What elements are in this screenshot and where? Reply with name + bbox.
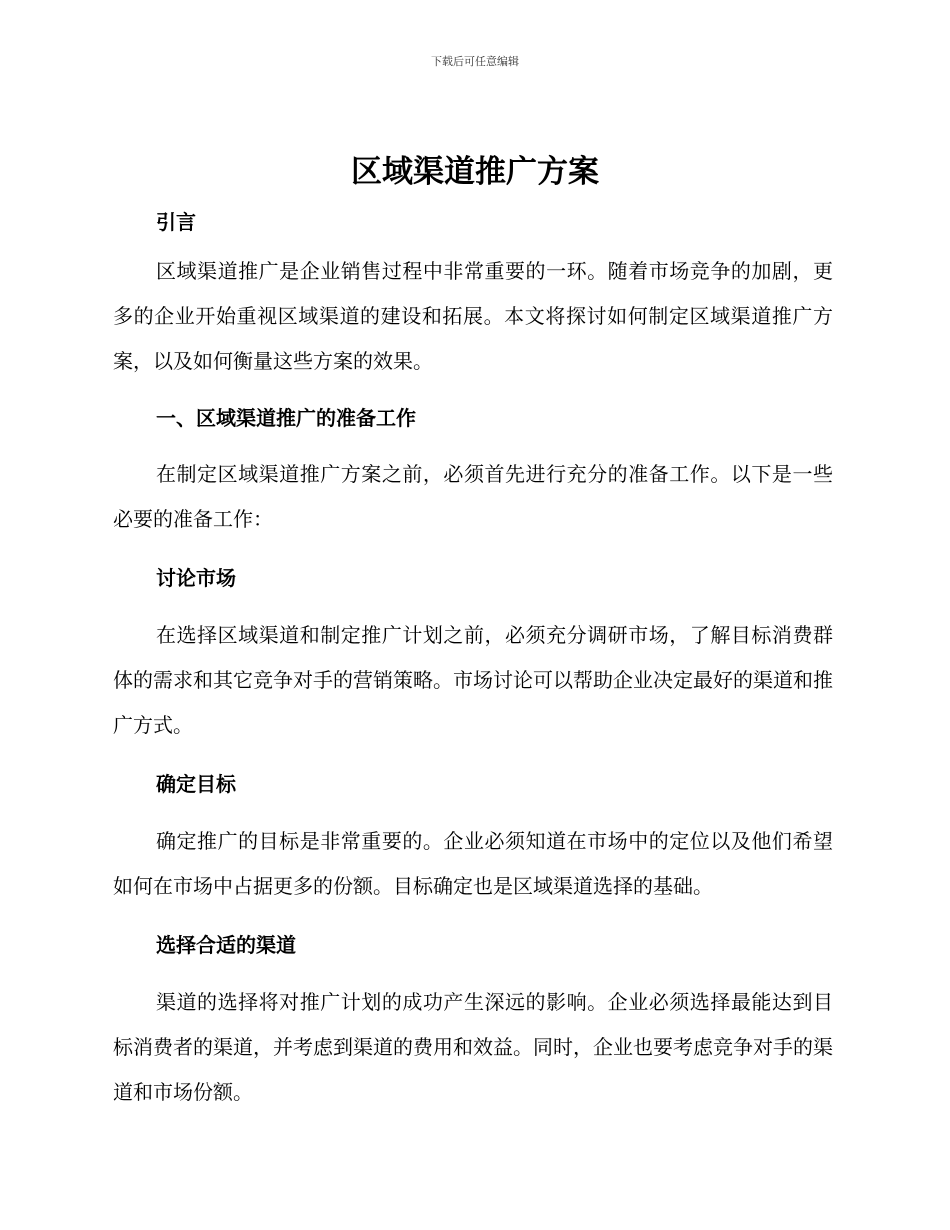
section-paragraph-market-research: 在选择区域渠道和制定推广计划之前，必须充分调研市场，了解目标消费群体的需求和其它竞争对手的营销策略。市场讨论可以帮助企业决定最好的渠道和推广方式。 — [113, 623, 833, 737]
section-paragraph-preparation: 在制定区域渠道推广方案之前，必须首先进行充分的准备工作。以下是一些必要的准备工作： — [113, 462, 833, 531]
section-heading-set-goals: 确定目标 — [156, 772, 236, 796]
document-title: 区域渠道推广方案 — [351, 154, 599, 190]
document-body — [113, 148, 833, 1115]
section-paragraph-set-goals: 确定推广的目标是非常重要的。企业必须知道在市场中的定位以及他们希望如何在市场中占据更多的份额。目标确定也是区域渠道选择的基础。 — [113, 829, 833, 898]
section-paragraph-choose-channels: 渠道的选择将对推广计划的成功产生深远的影响。企业必须选择最能达到目标消费者的渠道，并考虑到渠道的费用和效益。同时，企业也要考虑竞争对手的渠道和市场份额。 — [113, 990, 833, 1104]
section-paragraph-intro: 区域渠道推广是企业销售过程中非常重要的一环。随着市场竞争的加剧，更多的企业开始重视区域渠道的建设和拓展。本文将探讨如何制定区域渠道推广方案，以及如何衡量这些方案的效果。 — [113, 259, 833, 373]
page-header-note: 下载后可任意编辑 — [431, 55, 519, 68]
section-heading-market-research: 讨论市场 — [156, 566, 236, 590]
section-heading-preparation: 一、区域渠道推广的准备工作 — [156, 406, 416, 430]
section-heading-choose-channels: 选择合适的渠道 — [156, 933, 296, 957]
section-heading-intro: 引言 — [156, 210, 196, 234]
